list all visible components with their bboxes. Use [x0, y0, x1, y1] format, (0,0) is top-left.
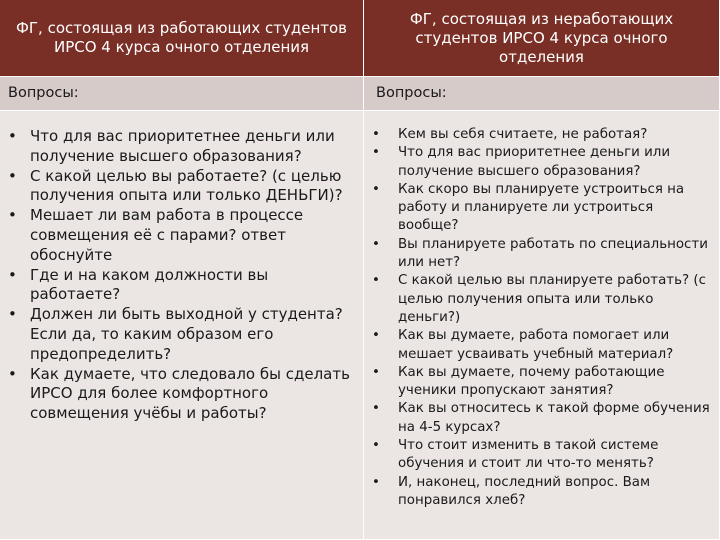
- list-item: • Как скоро вы планируете устроиться на работу и планируете ли устроиться вообще?: [372, 181, 713, 236]
- list-item: • Что стоит изменить в такой системе обучения и стоит ли что-то менять?: [372, 437, 713, 474]
- list-item: • И, наконец, последний вопрос. Вам понравился хлеб?: [372, 474, 713, 511]
- list-item: • Что для вас приоритетнее деньги или получение высшего образования?: [372, 144, 713, 181]
- list-item: • С какой целью вы планируете работать? (с целью получения опыта или только деньги?): [372, 272, 713, 327]
- list-item: • С какой целью вы работаете? (с целью получения опыта или только ДЕНЬГИ)?: [8, 167, 355, 207]
- list-item: • Где и на каком должности вы работаете?: [8, 266, 355, 306]
- questions-label-right: [364, 77, 720, 111]
- questions-label-left-text: Вопросы:: [8, 85, 79, 101]
- right-questions-cell: [364, 111, 720, 540]
- questions-label-left: [0, 77, 364, 111]
- header-working-students: [0, 0, 364, 77]
- list-item: • Кем вы себя считаете, не работая?: [372, 126, 713, 144]
- header-right-text: ФГ, состоящая из неработающих студентов ИРСО 4 курса очного отделения: [409, 9, 674, 66]
- list-item: • Как вы думаете, почему работающие ученики пропускают занятия?: [372, 364, 713, 401]
- header-left-text: ФГ, состоящая из работающих студентов ИРСО 4 курса очного отделения: [15, 19, 348, 56]
- right-questions-list: [364, 111, 719, 510]
- questions-label-right-text: Вопросы:: [376, 85, 447, 101]
- list-item: • Вы планируете работать по специальности или нет?: [372, 236, 713, 273]
- list-item: • Как вы относитесь к такой форме обучения на 4-5 курсах?: [372, 400, 713, 437]
- list-item: • Как вы думаете, работа помогает или мешает усваивать учебный материал?: [372, 327, 713, 364]
- list-item: • Мешает ли вам работа в процессе совмещения её с парами? ответ обоснуйте: [8, 206, 355, 265]
- header-non-working-students: [364, 0, 720, 77]
- list-item: • Как думаете, что следовало бы сделать ИРСО для более комфортного совмещения учёбы и работы?: [8, 365, 355, 424]
- list-item: • Что для вас приоритетнее деньги или получение высшего образования?: [8, 127, 355, 167]
- left-questions-cell: [0, 111, 364, 540]
- list-item: • Должен ли быть выходной у студента? Если да, то каким образом его предопределить?: [8, 305, 355, 364]
- left-questions-list: [0, 111, 363, 424]
